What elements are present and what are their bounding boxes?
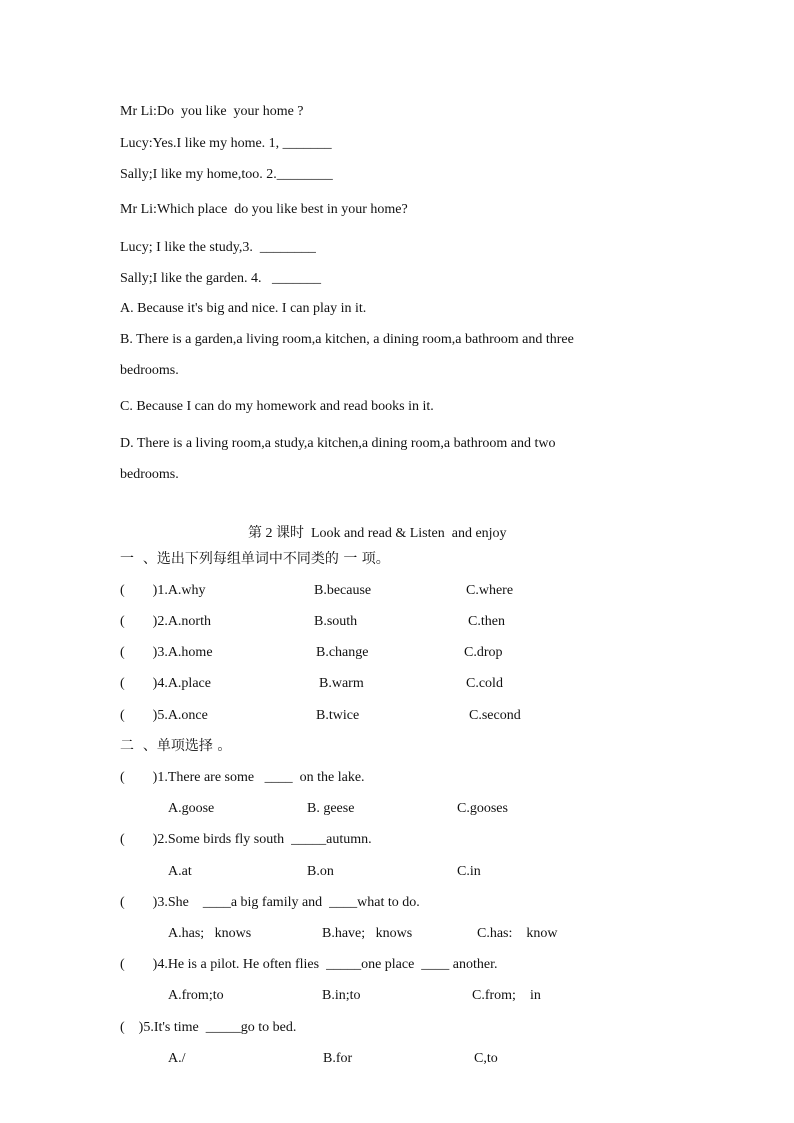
dialogue-line: Lucy:Yes.I like my home. 1, _______ <box>120 136 332 151</box>
option-line: D. There is a living room,a study,a kitchen,a dining room,a bathroom and two <box>120 436 556 451</box>
option-c: C.in <box>457 864 481 879</box>
option-b: B.change <box>316 645 369 660</box>
option-a: A.from;to <box>168 988 224 1003</box>
question-text: ( )2.Some birds fly south _____autumn. <box>120 832 372 847</box>
option-b: B.twice <box>316 708 360 723</box>
dialogue-line: Lucy; I like the study,3. ________ <box>120 240 316 255</box>
dialogue-line: Mr Li:Do you like your home ? <box>120 104 304 119</box>
option-b: B.warm <box>319 676 364 691</box>
option-line: bedrooms. <box>120 363 179 378</box>
option-b: B.for <box>323 1051 353 1066</box>
option-c: C.cold <box>466 676 503 691</box>
option-c: C,to <box>474 1051 498 1066</box>
option-a: A.goose <box>168 801 215 816</box>
question-number: ( )3.A.home <box>120 645 213 660</box>
dialogue-line: Sally;I like my home,too. 2.________ <box>120 167 333 182</box>
question-text: ( )4.He is a pilot. He often flies _____one place ____ another. <box>120 957 498 972</box>
option-a: A.at <box>168 864 192 879</box>
option-line: C. Because I can do my homework and read books in it. <box>120 399 434 414</box>
question-number: ( )2.A.north <box>120 614 211 629</box>
section-heading: 一 、选出下列每组单词中不同类的 一 项。 <box>120 551 390 567</box>
option-c: C.where <box>466 583 514 598</box>
option-a: A.has; knows <box>168 926 252 941</box>
dialogue-line: Mr Li:Which place do you like best in your home? <box>120 202 408 217</box>
dialogue-line: Sally;I like the garden. 4. _______ <box>120 271 322 286</box>
question-number: ( )1.A.why <box>120 583 206 598</box>
question-text: ( )5.It's time _____go to bed. <box>120 1020 297 1035</box>
option-c: C.has: know <box>477 926 558 941</box>
option-line: bedrooms. <box>120 467 179 482</box>
lesson-title: 第 2 课时 Look and read & Listen and enjoy <box>248 526 507 541</box>
question-number: ( )4.A.place <box>120 676 211 691</box>
option-b: B.south <box>314 614 358 629</box>
section-heading: 二 、单项选择 。 <box>120 738 232 754</box>
option-b: B.on <box>307 864 334 879</box>
option-c: C.drop <box>464 645 503 660</box>
option-b: B.have; knows <box>322 926 413 941</box>
question-number: ( )5.A.once <box>120 708 208 723</box>
question-text: ( )3.She ____a big family and ____what to do. <box>120 895 420 910</box>
option-c: C.gooses <box>457 801 508 816</box>
question-text: ( )1.There are some ____ on the lake. <box>120 770 365 785</box>
option-line: B. There is a garden,a living room,a kitchen, a dining room,a bathroom and three <box>120 332 574 347</box>
option-c: C.then <box>468 614 505 629</box>
option-line: A. Because it's big and nice. I can play in it. <box>120 301 367 316</box>
option-b: B.in;to <box>322 988 361 1003</box>
option-b: B.because <box>314 583 372 598</box>
option-a: A./ <box>168 1051 186 1066</box>
option-b: B. geese <box>307 801 355 816</box>
option-c: C.from; in <box>472 988 541 1003</box>
option-c: C.second <box>469 708 521 723</box>
